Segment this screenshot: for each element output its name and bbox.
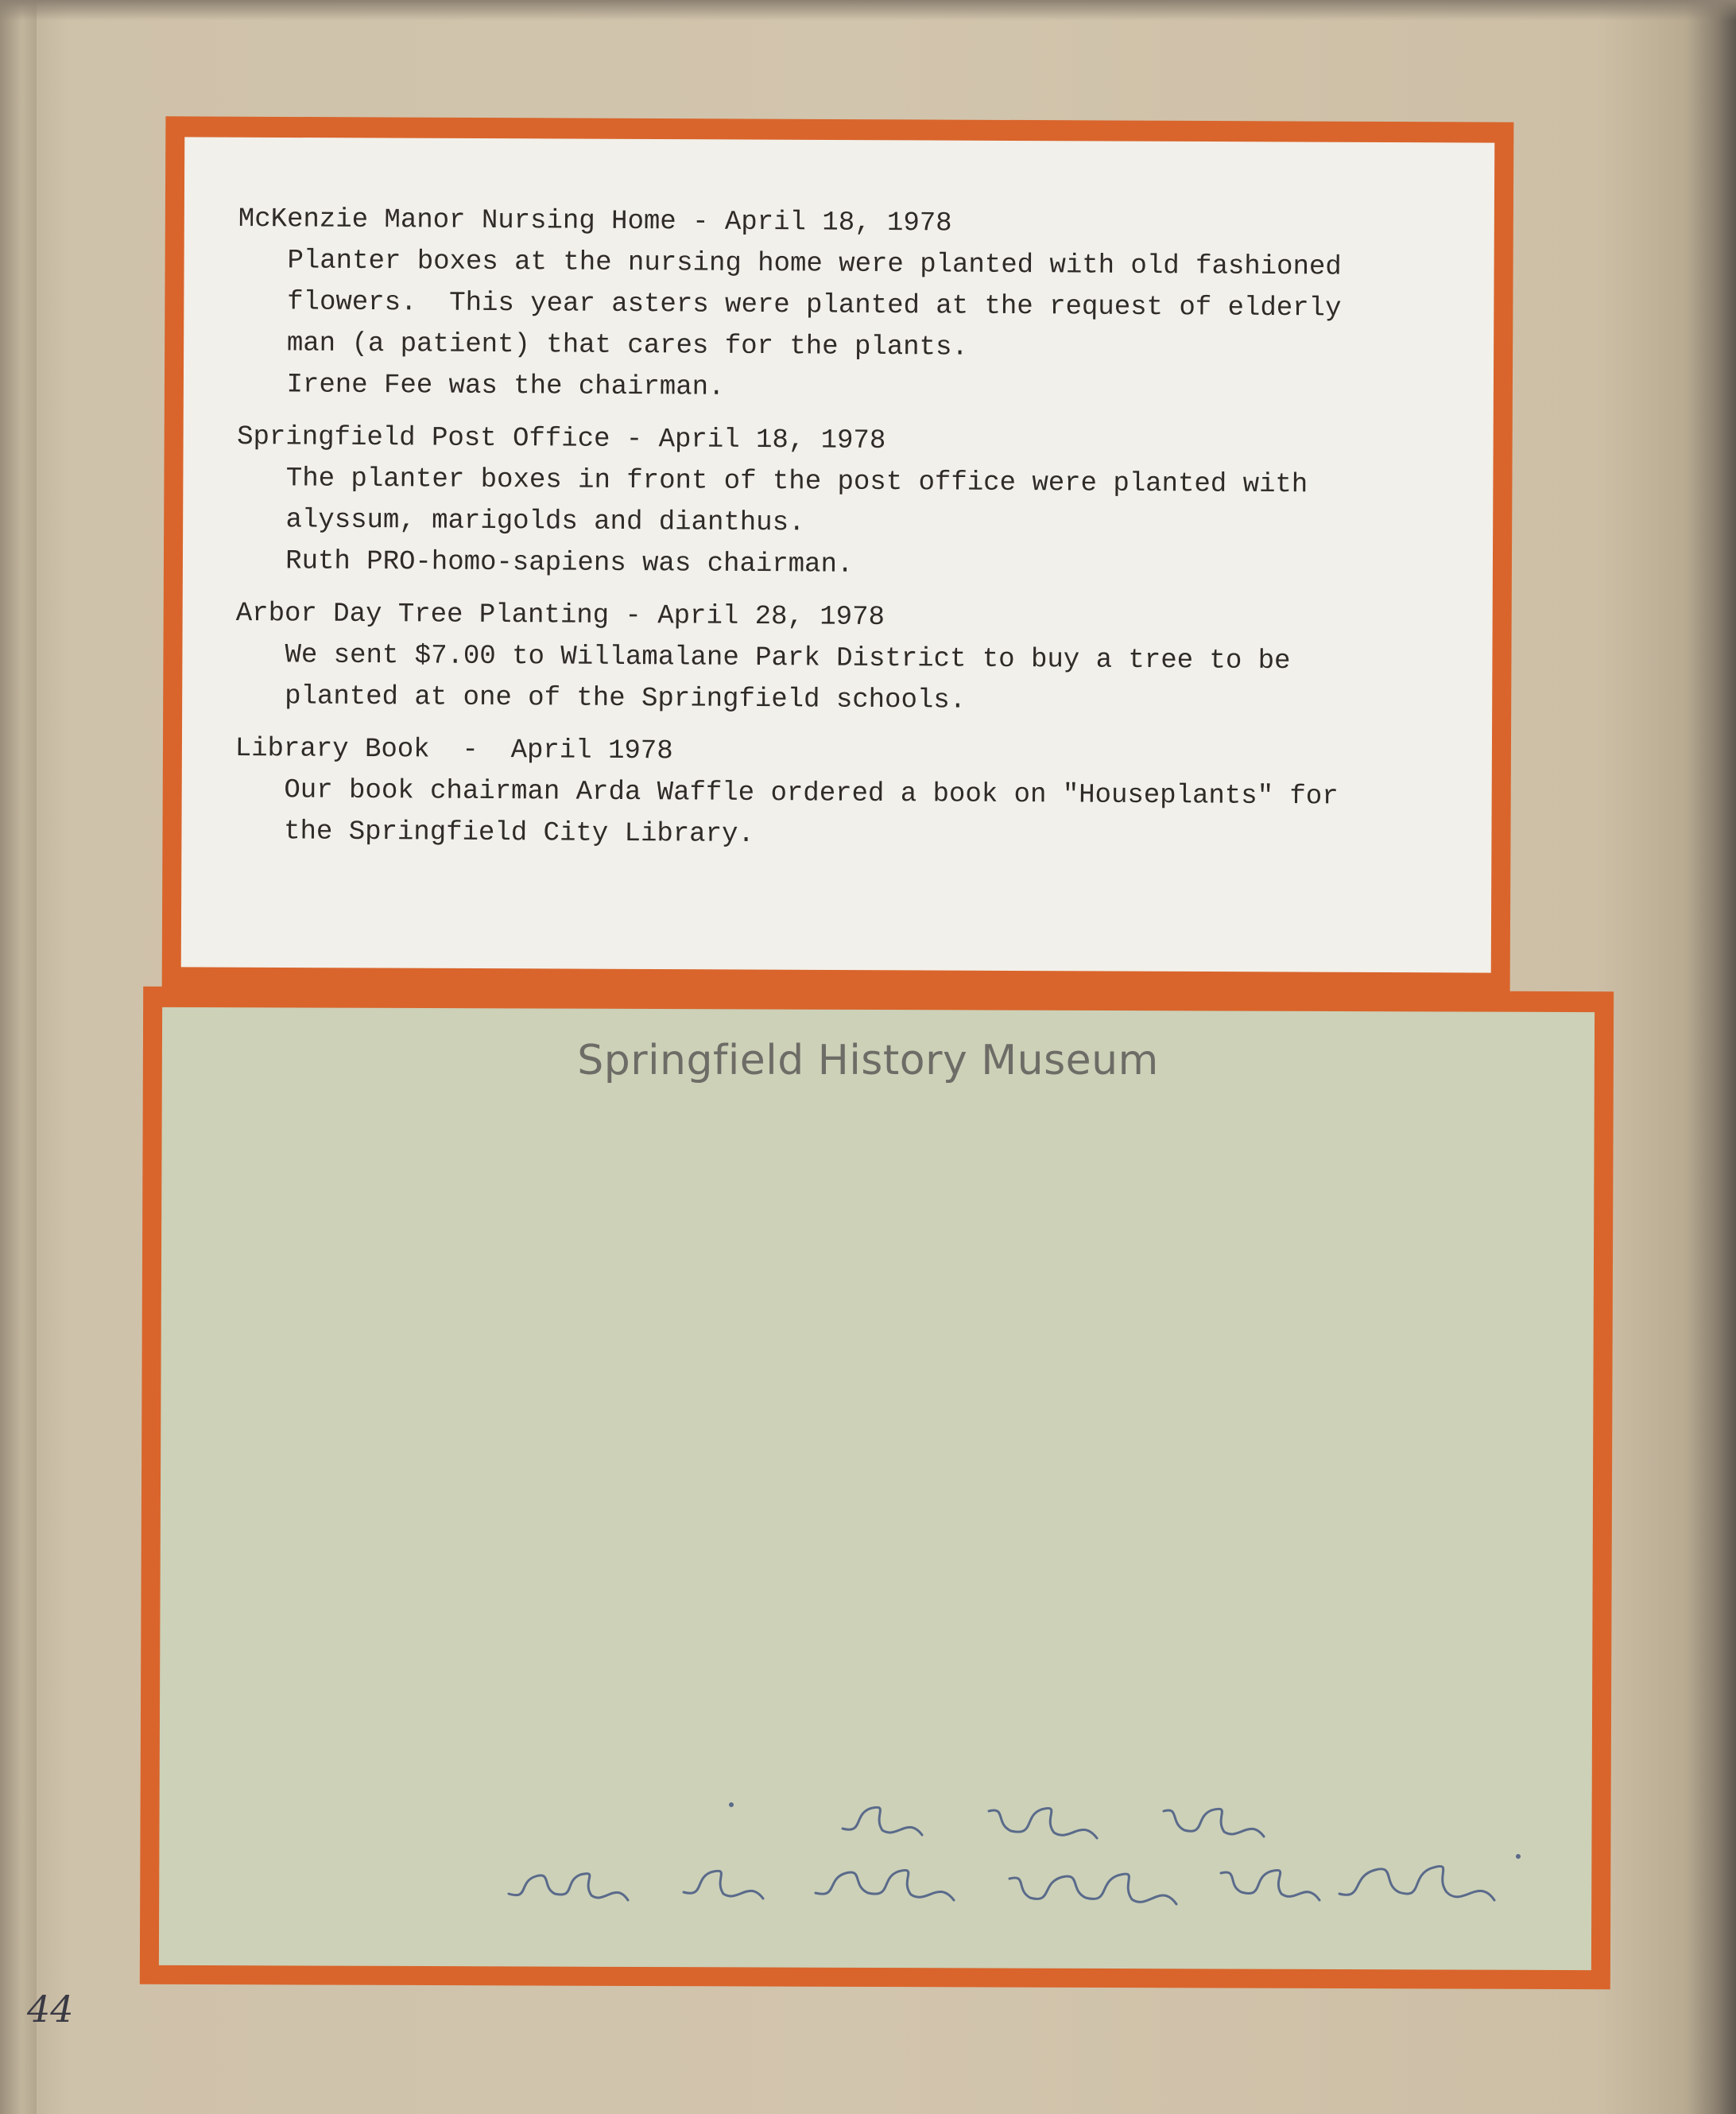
handwritten-note-upside-down [318, 1781, 1542, 1932]
entry-nursing-home [237, 199, 1447, 413]
entry-line: Ruth PRO-homo-sapiens was chairman. [285, 546, 854, 580]
watermark: Springfield History Museum [577, 1037, 1159, 1084]
entry-line: Our book chairman Arda Waffle ordered a book on "Houseplants" for [284, 775, 1339, 813]
entry-line: the Springfield City Library. [284, 817, 754, 850]
entry-line: alyssum, marigolds and dianthus. [285, 505, 805, 539]
entry-heading: Arbor Day Tree Planting - April 28, 1978 [235, 598, 885, 633]
entry-heading: Library Book - April 1978 [234, 733, 673, 767]
entry-line: Planter boxes at the nursing home were planted with old fashioned [287, 246, 1342, 283]
entry-line: The planter boxes in front of the post office were planted with [285, 464, 1308, 501]
entry-heading: Springfield Post Office - April 18, 1978 [237, 421, 886, 456]
page-number: 44 [27, 1988, 74, 2031]
entry-line: man (a patient) that cares for the plants. [286, 328, 968, 363]
entry-line: flowers. This year asters were planted at the request of elderly [287, 287, 1342, 324]
entry-post-office [236, 417, 1445, 589]
entry-line: planted at one of the Springfield schools. [285, 681, 967, 716]
typed-text-block [234, 199, 1447, 871]
entry-line: We sent $7.00 to Willamalane Park District to buy a tree to be [285, 640, 1291, 677]
page-top-shadow [0, 0, 1736, 21]
entry-library-book [234, 728, 1443, 859]
entry-arbor-day [235, 593, 1444, 724]
entry-heading: McKenzie Manor Nursing Home - April 18, 1978 [238, 204, 952, 239]
entry-line: Irene Fee was the chairman. [286, 370, 725, 403]
